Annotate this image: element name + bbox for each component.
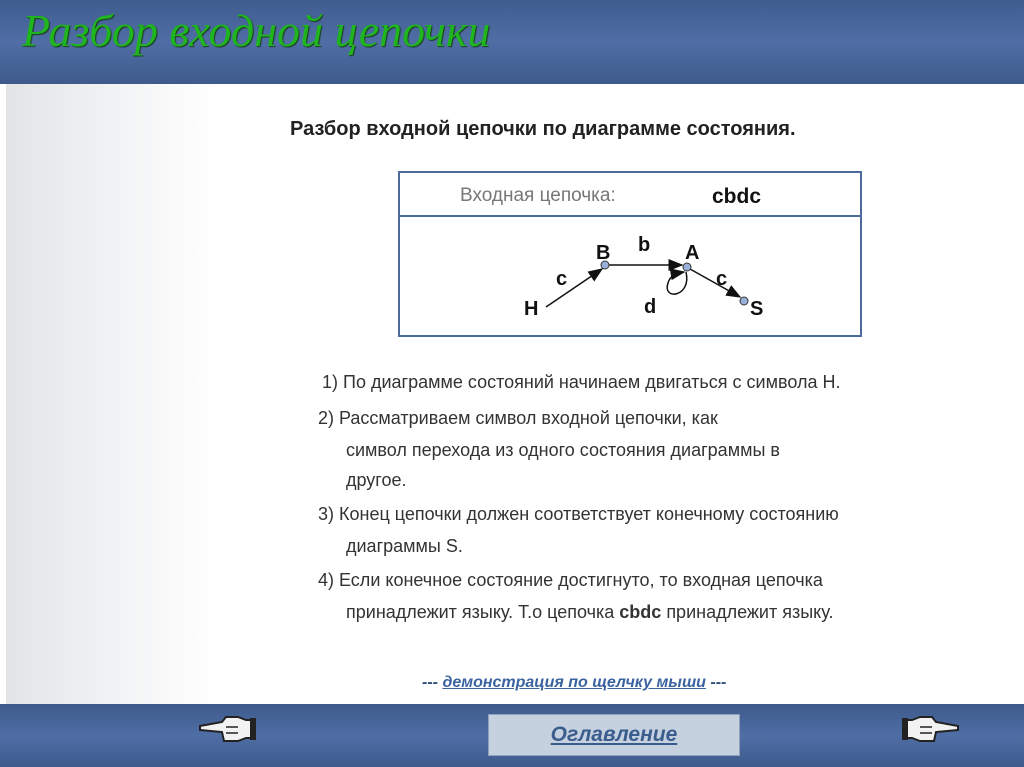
node-h-label: H [524, 298, 539, 320]
step-3-line-1: 3) Конец цепочки должен соответствует конечному состоянию [318, 504, 839, 524]
demo-suffix: --- [705, 674, 727, 691]
node-s [740, 297, 748, 305]
step-3-line-2: диаграммы S. [346, 536, 463, 556]
edge-a-s-label: c [716, 268, 728, 290]
step-2-line-2: символ перехода из одного состояния диаграммы в [346, 440, 780, 460]
slide-subtitle: Разбор входной цепочки по диаграмме состояния. [290, 118, 796, 140]
page-title: Разбор входной цепочки [22, 5, 491, 56]
edge-a-a-label: d [644, 296, 657, 318]
edge-h-b-label: c [556, 268, 568, 290]
node-a [683, 263, 691, 271]
left-shade [6, 84, 216, 704]
edge-b-a-label: b [638, 234, 651, 256]
demo-line [422, 674, 726, 692]
step-2-line-1: 2) Рассматриваем символ входной цепочки, как [318, 408, 718, 428]
node-a-label: A [685, 242, 700, 264]
step-4-chain: cbdc [619, 602, 662, 622]
hand-pointing-left-icon[interactable] [196, 708, 258, 748]
header-bar [0, 0, 1024, 84]
toc-label: Оглавление [550, 723, 678, 746]
hand-pointing-right-icon[interactable] [900, 708, 962, 748]
edge-a-s [690, 269, 740, 297]
diagram-box [398, 171, 862, 337]
state-diagram [400, 217, 860, 333]
node-b-label: B [596, 242, 611, 264]
node-s-label: S [750, 298, 764, 320]
edge-h-b [546, 269, 602, 307]
table-of-contents-button[interactable] [488, 714, 740, 756]
demo-prefix: --- [422, 674, 443, 691]
step-4-text-c: принадлежит языку. [661, 602, 834, 622]
step-2-line-3: другое. [346, 470, 407, 490]
step-4-text-a: принадлежит языку. Т.о цепочка [346, 602, 620, 622]
input-chain-label: Входная цепочка: [460, 185, 616, 206]
demo-link[interactable]: демонстрация по щелчку мыши [442, 674, 706, 691]
step-4-line-2 [346, 596, 833, 628]
input-chain-value: cbdc [712, 185, 762, 208]
step-1: 1) По диаграмме состояний начинаем двигаться с символа Н. [322, 372, 841, 392]
step-4-line-1: 4) Если конечное состояние достигнуто, то входная цепочка [318, 570, 823, 590]
edge-a-a [667, 272, 687, 294]
